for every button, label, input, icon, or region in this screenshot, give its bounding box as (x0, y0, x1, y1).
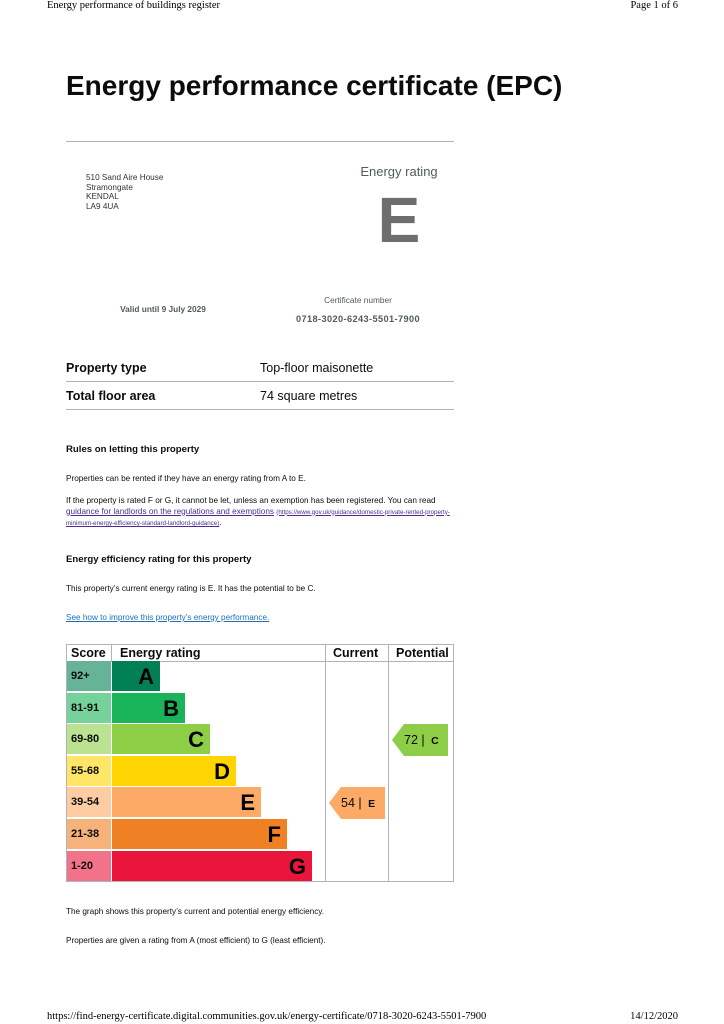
energy-rating-label: Energy rating (360, 164, 438, 179)
potential-rating-text: 72 | C (404, 733, 439, 747)
band-bar (112, 693, 185, 723)
band-bar (112, 756, 236, 786)
print-header-page: Page 1 of 6 (630, 0, 678, 11)
current-rating-score: 54 (341, 796, 355, 810)
floor-area-row (66, 382, 454, 410)
potential-header: Potential (396, 646, 449, 660)
epc-table-header (67, 645, 453, 662)
print-header-title: Energy performance of buildings register (47, 0, 220, 11)
landlord-guidance-link[interactable]: guidance for landlords on the regulations and exemptions (66, 506, 275, 516)
improve-energy-performance-link[interactable]: See how to improve this property’s energy performance. (66, 613, 270, 622)
property-address (86, 173, 163, 211)
band-score: 92+ (67, 661, 111, 691)
current-rating-letter: E (368, 798, 376, 810)
current-header: Current (333, 646, 379, 660)
band-letter: B (163, 695, 179, 721)
property-type-row (66, 354, 454, 382)
energy-rating-letter: E (377, 184, 421, 256)
score-header: Score (71, 646, 106, 660)
print-footer-url: https://find-energy-certificate.digital.communities.gov.uk/energy-certificate/0718-3020-6243-5501-7900 (47, 1011, 487, 1022)
energy-rating-header: Energy rating (120, 646, 201, 660)
band-score: 1-20 (67, 851, 111, 881)
landlord-guidance-url[interactable]: (https://www.gov.uk/guidance/domestic-private-rented-property-minimum-energy-efficiency-standard-landlord-guidance) (66, 508, 450, 527)
band-letter: E (240, 790, 255, 816)
band-bar (112, 724, 210, 754)
floor-area-label: Total floor area (66, 389, 156, 403)
band-letter: C (188, 727, 204, 753)
potential-rating-score: 72 (404, 733, 418, 747)
band-letter: D (214, 758, 230, 784)
rules-heading: Rules on letting this property (66, 444, 200, 455)
rules-paragraph-2-end: . (219, 518, 222, 527)
current-rating-arrow (329, 787, 385, 819)
improve-link-wrap (66, 613, 454, 624)
potential-column-divider (388, 645, 389, 881)
rules-paragraph-1: Properties can be rented if they have an energy rating from A to E. (66, 474, 306, 483)
certificate-number: 0718-3020-6243-5501-7900 (295, 314, 421, 324)
certificate-number-label: Certificate number (324, 295, 392, 305)
valid-until: Valid until 9 July 2029 (120, 304, 206, 314)
band-score: 55-68 (67, 756, 111, 786)
potential-rating-letter: C (431, 735, 439, 747)
band-bar (112, 851, 312, 881)
address-line-1: 510 Sand Aire House (86, 173, 164, 182)
address-line-4: LA9 4UA (86, 201, 119, 211)
current-column-divider (325, 645, 326, 881)
band-score: 39-54 (67, 787, 111, 817)
band-bar (112, 661, 160, 691)
floor-area-value: 74 square metres (260, 389, 358, 403)
band-letter: A (138, 664, 154, 689)
band-letter: G (288, 853, 306, 879)
score-column-divider (111, 645, 112, 661)
epc-rating-table (66, 644, 454, 882)
band-score: 69-80 (67, 724, 111, 754)
band-score: 81-91 (67, 693, 111, 723)
efficiency-heading: Energy efficiency rating for this property (66, 554, 252, 565)
print-footer-date: 14/12/2020 (630, 1011, 678, 1022)
title-divider (66, 141, 454, 142)
rules-paragraph-2 (66, 496, 454, 530)
band-bar (112, 819, 287, 849)
band-score: 21-38 (67, 819, 111, 849)
property-type-label: Property type (66, 361, 147, 375)
band-letter: F (267, 822, 281, 847)
efficiency-paragraph: This property’s current energy rating is E. It has the potential to be C. (66, 584, 316, 593)
rules-paragraph-2-text: If the property is rated F or G, it cannot be let, unless an exemption has been registered. You can read (66, 496, 436, 505)
property-type-value: Top-floor maisonette (260, 361, 374, 375)
rating-scale-explanation: Properties are given a rating from A (most efficient) to G (least efficient). (66, 936, 326, 945)
graph-explanation: The graph shows this property’s current and potential energy efficiency. (66, 907, 325, 916)
band-bar (112, 787, 261, 817)
current-rating-text: 54 | E (341, 796, 376, 810)
address-line-3: KENDAL (86, 192, 119, 202)
address-line-2: Stramongate (86, 182, 133, 192)
potential-rating-arrow (392, 724, 448, 756)
page-title: Energy performance certificate (EPC) (66, 70, 563, 101)
